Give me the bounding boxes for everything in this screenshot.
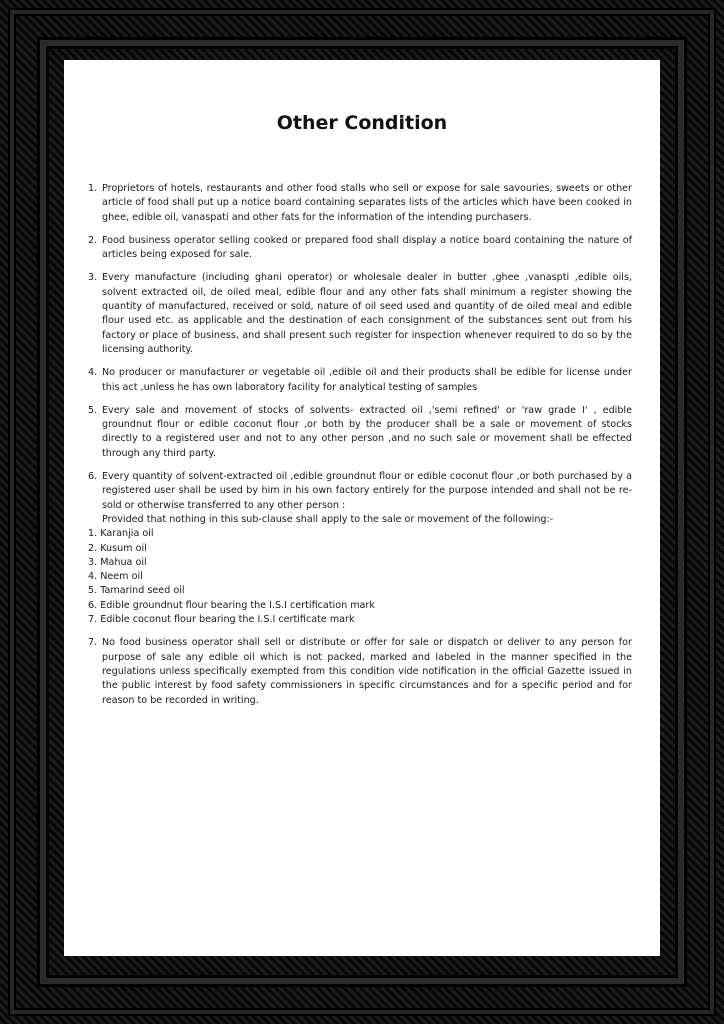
proviso-text: Provided that nothing in this sub-clause shall apply to the sale or movement of the following:-	[102, 513, 554, 525]
condition-text: No food business operator shall sell or distribute or offer for sale or dispatch or deliver to any person for purpose of sale any edible oil which is not packed, marked and labeled in the manner specified in the regulations unless specifically exempted from this condition vide notification in the official Gazette issued in the public interest by food safety commissioners in specific circumstances and for a specific period and for reason to be recorded in writing.	[102, 637, 632, 706]
condition-item	[88, 404, 632, 461]
condition-item	[88, 470, 632, 627]
condition-item	[88, 182, 632, 225]
condition-number: 4.	[88, 367, 98, 379]
conditions-list	[88, 182, 632, 717]
condition-text: Food business operator selling cooked or prepared food shall display a notice board containing the nature of articles being exposed for sale.	[102, 234, 632, 261]
exempt-item: 7. Edible coconut flour bearing the I.S.I certificate mark	[88, 614, 355, 626]
condition-number: 7.	[88, 637, 98, 649]
condition-number: 5.	[88, 404, 98, 416]
page-title: Other Condition	[276, 112, 448, 134]
exempt-item: 1. Karanjia oil	[88, 528, 154, 540]
condition-number: 3.	[88, 272, 98, 284]
condition-text: Every quantity of solvent-extracted oil ,edible groundnut flour or edible coconut flour ,or both purchased by a registered user shall be used by him in his own factory entirely for the purpose intended and shall not be re-sold or otherwise transferred to any other person :	[102, 471, 632, 511]
condition-number: 6.	[88, 471, 98, 483]
condition-item	[88, 636, 632, 707]
condition-number: 1.	[88, 183, 98, 194]
condition-item	[88, 366, 632, 395]
exempt-item: 6. Edible groundnut flour bearing the I.S.I certification mark	[88, 599, 375, 611]
condition-text: No producer or manufacturer or vegetable oil ,edible oil and their products shall be edible for license under this act ,unless he has own laboratory facility for analytical testing of samples	[102, 367, 632, 393]
exempt-item: 3. Mahua oil	[88, 556, 147, 568]
condition-text: Every manufacture (including ghani operator) or wholesale dealer in butter ,ghee ,vanaspti ,edible oils, solvent extracted oil, de oiled meal, edible flour and any other fats shall minimum a register showing the quantity of manufactured, received or sold, nature of oil seed used and quantity of de oiled meal and edible flour used etc. as applicable and the destination of each consignment of the substances sent out from his factory or place of business, and shall present such register for inspection whenever required to do so by the licensing authority.	[102, 272, 632, 355]
exempt-item: 4. Neem oil	[88, 571, 143, 583]
document-page	[64, 60, 660, 956]
exempt-item: 5. Tamarind seed oil	[88, 585, 185, 597]
condition-text: Every sale and movement of stocks of solvents- extracted oil ,'semi refined' or 'raw grade I' , edible groundnut flour or edible coconut flour ,or both by the producer shall be a sale or movement of stocks directly to a registered user and not to any other person ,and no such sale or movement shall be effected through any third party.	[102, 404, 632, 459]
condition-number: 2.	[88, 234, 98, 246]
exempt-item: 2. Kusum oil	[88, 542, 147, 554]
condition-item	[88, 271, 632, 357]
condition-item	[88, 234, 632, 263]
condition-text: Proprietors of hotels, restaurants and other food stalls who sell or expose for sale savouries, sweets or other article of food shall put up a notice board containing separates lists of the articles which have been cooked in ghee, edible oil, vanaspati and other fats for the information of the intending purchasers.	[102, 183, 632, 223]
exempt-items-list	[88, 527, 632, 627]
